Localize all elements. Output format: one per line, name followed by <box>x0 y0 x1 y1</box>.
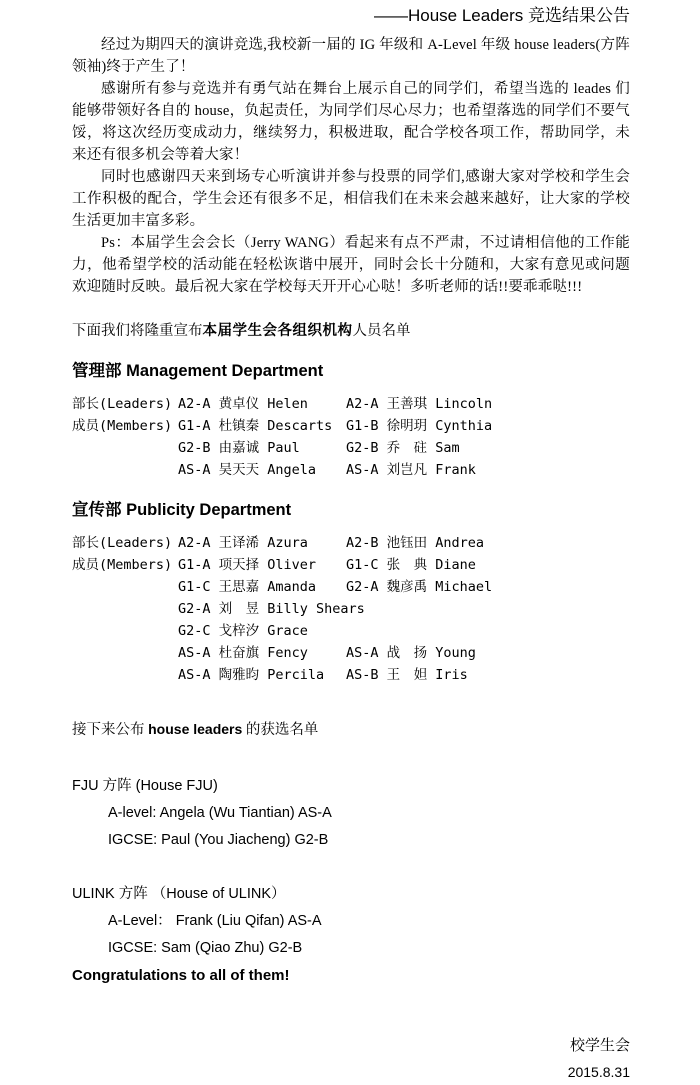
announcement-bold: 本届学生会各组织机构 <box>202 323 353 339</box>
congratulations-line: Congratulations to all of them! <box>72 967 290 984</box>
publicity-department-heading: 宣传部 Publicity Department <box>72 501 292 519</box>
roster-member: AS-A 陶雅昀 Percila <box>178 667 325 683</box>
roster-role-label <box>72 437 178 459</box>
roster-role-label: 部长(Leaders) <box>72 535 173 551</box>
document-title: ——House Leaders 竞选结果公告 <box>373 6 630 25</box>
house-results <box>72 773 630 989</box>
roster-member: A2-B 池钰田 Andrea <box>346 535 485 551</box>
roster-member: A2-A 王译浠 Azura <box>178 535 308 551</box>
roster-row <box>72 576 630 598</box>
announcement-line <box>72 320 630 342</box>
roster-member: G1-C 张 典 Diane <box>346 557 476 573</box>
house-leaders-post: 的获选名单 <box>242 722 319 738</box>
roster-row <box>72 459 630 481</box>
roster-member: AS-A 刘岂凡 Frank <box>346 462 476 478</box>
announcement-post: 人员名单 <box>352 323 411 339</box>
house-leaders-pre: 接下来公布 <box>72 722 149 738</box>
house-fju-alevel-winner: A-level: Angela (Wu Tiantian) AS-A <box>108 805 332 821</box>
management-department-heading: 管理部 Management Department <box>72 362 324 380</box>
roster-member: A2-A 王善琪 Lincoln <box>346 396 493 412</box>
roster-member: AS-A 战 扬 Young <box>346 645 476 661</box>
house-ulink-block <box>72 881 630 962</box>
roster-row <box>72 642 630 664</box>
roster-row <box>72 532 630 554</box>
house-leaders-announce-line <box>72 718 630 741</box>
house-fju-igcse-winner: IGCSE: Paul (You Jiacheng) G2-B <box>108 832 329 848</box>
roster-role-label <box>72 598 178 620</box>
house-ulink-title: ULINK 方阵 （House of ULINK） <box>72 886 286 902</box>
roster-row <box>72 664 630 686</box>
roster-row <box>72 415 630 437</box>
roster-role-label <box>72 664 178 686</box>
roster-member <box>346 620 630 642</box>
roster-member: AS-A 吴天天 Angela <box>178 462 317 478</box>
house-fju-block <box>72 773 630 854</box>
roster-member: AS-A 杜奋旗 Fency <box>178 645 308 661</box>
house-fju-title: FJU 方阵 (House FJU) <box>72 778 218 794</box>
body-paragraphs <box>72 34 630 298</box>
roster-member: G2-C 戈梓汐 Grace <box>178 623 308 639</box>
roster-row <box>72 620 630 642</box>
house-ulink-igcse-winner: IGCSE: Sam (Qiao Zhu) G2-B <box>108 940 303 956</box>
signature-block <box>72 1033 630 1085</box>
roster-member <box>346 598 630 620</box>
roster-member: G1-A 杜镇秦 Descarts <box>178 418 333 434</box>
roster-row <box>72 393 630 415</box>
roster-member: G2-A 魏彦禹 Michael <box>346 579 493 595</box>
house-ulink-alevel-winner: A-Level： Frank (Liu Qifan) AS-A <box>108 913 322 929</box>
roster-member: AS-B 王 妲 Iris <box>346 667 468 683</box>
roster-role-label <box>72 642 178 664</box>
roster-member: A2-A 黄卓仪 Helen <box>178 396 308 412</box>
announcement-pre: 下面我们将隆重宣布 <box>72 323 203 339</box>
publicity-roster <box>72 532 630 686</box>
roster-member: G1-A 项天择 Oliver <box>178 557 317 573</box>
roster-role-label <box>72 620 178 642</box>
roster-member: G2-A 刘 昱 Billy Shears <box>178 601 365 617</box>
paragraph-ps-president: Ps：本届学生会会长（Jerry WANG）看起来有点不严肃，不过请相信他的工作能力，他希望学校的活动能在轻松诙谐中展开，同时会长十分随和，大家有意见或问题欢迎随时反映。最后祝大家在学校每天开开心心哒！多听老师的话!!要乖乖哒!!! <box>72 235 630 295</box>
roster-member: G1-C 王思嘉 Amanda <box>178 579 317 595</box>
roster-row <box>72 437 630 459</box>
roster-row <box>72 598 630 620</box>
paragraph-intro: 经过为期四天的演讲竞选,我校新一届的 IG 年级和 A-Level 年级 house leaders(方阵领袖)终于产生了！ <box>72 37 630 75</box>
roster-role-label: 成员(Members) <box>72 418 173 434</box>
roster-role-label: 成员(Members) <box>72 557 173 573</box>
house-leaders-bold: house leaders <box>148 721 243 737</box>
roster-member: G1-B 徐明玥 Cynthia <box>346 418 493 434</box>
signature-date: 2015.8.31 <box>567 1064 630 1080</box>
roster-member: G2-B 乔 砫 Sam <box>346 440 460 456</box>
roster-role-label <box>72 576 178 598</box>
roster-member: G2-B 由嘉诚 Paul <box>178 440 300 456</box>
roster-role-label <box>72 459 178 481</box>
roster-row <box>72 554 630 576</box>
management-roster <box>72 393 630 481</box>
signature-organization: 校学生会 <box>569 1038 630 1054</box>
paragraph-thanks-candidates: 感谢所有参与竞选并有勇气站在舞台上展示自己的同学们，希望当选的 leades 们能够带领好各自的 house，负起责任，为同学们尽心尽力；也希望落选的同学们不要气馁，将这次经历变成动力，继续努力，积极进取，配合学校各项工作，帮助同学，未来还有很多机会等着大家！ <box>72 81 630 163</box>
roster-role-label: 部长(Leaders) <box>72 396 173 412</box>
paragraph-thanks-audience: 同时也感谢四天来到场专心听演讲并参与投票的同学们,感谢大家对学校和学生会工作积极的配合，学生会还有很多不足，相信我们在未来会越来越好，让大家的学校生活更加丰富多彩。 <box>72 169 630 229</box>
